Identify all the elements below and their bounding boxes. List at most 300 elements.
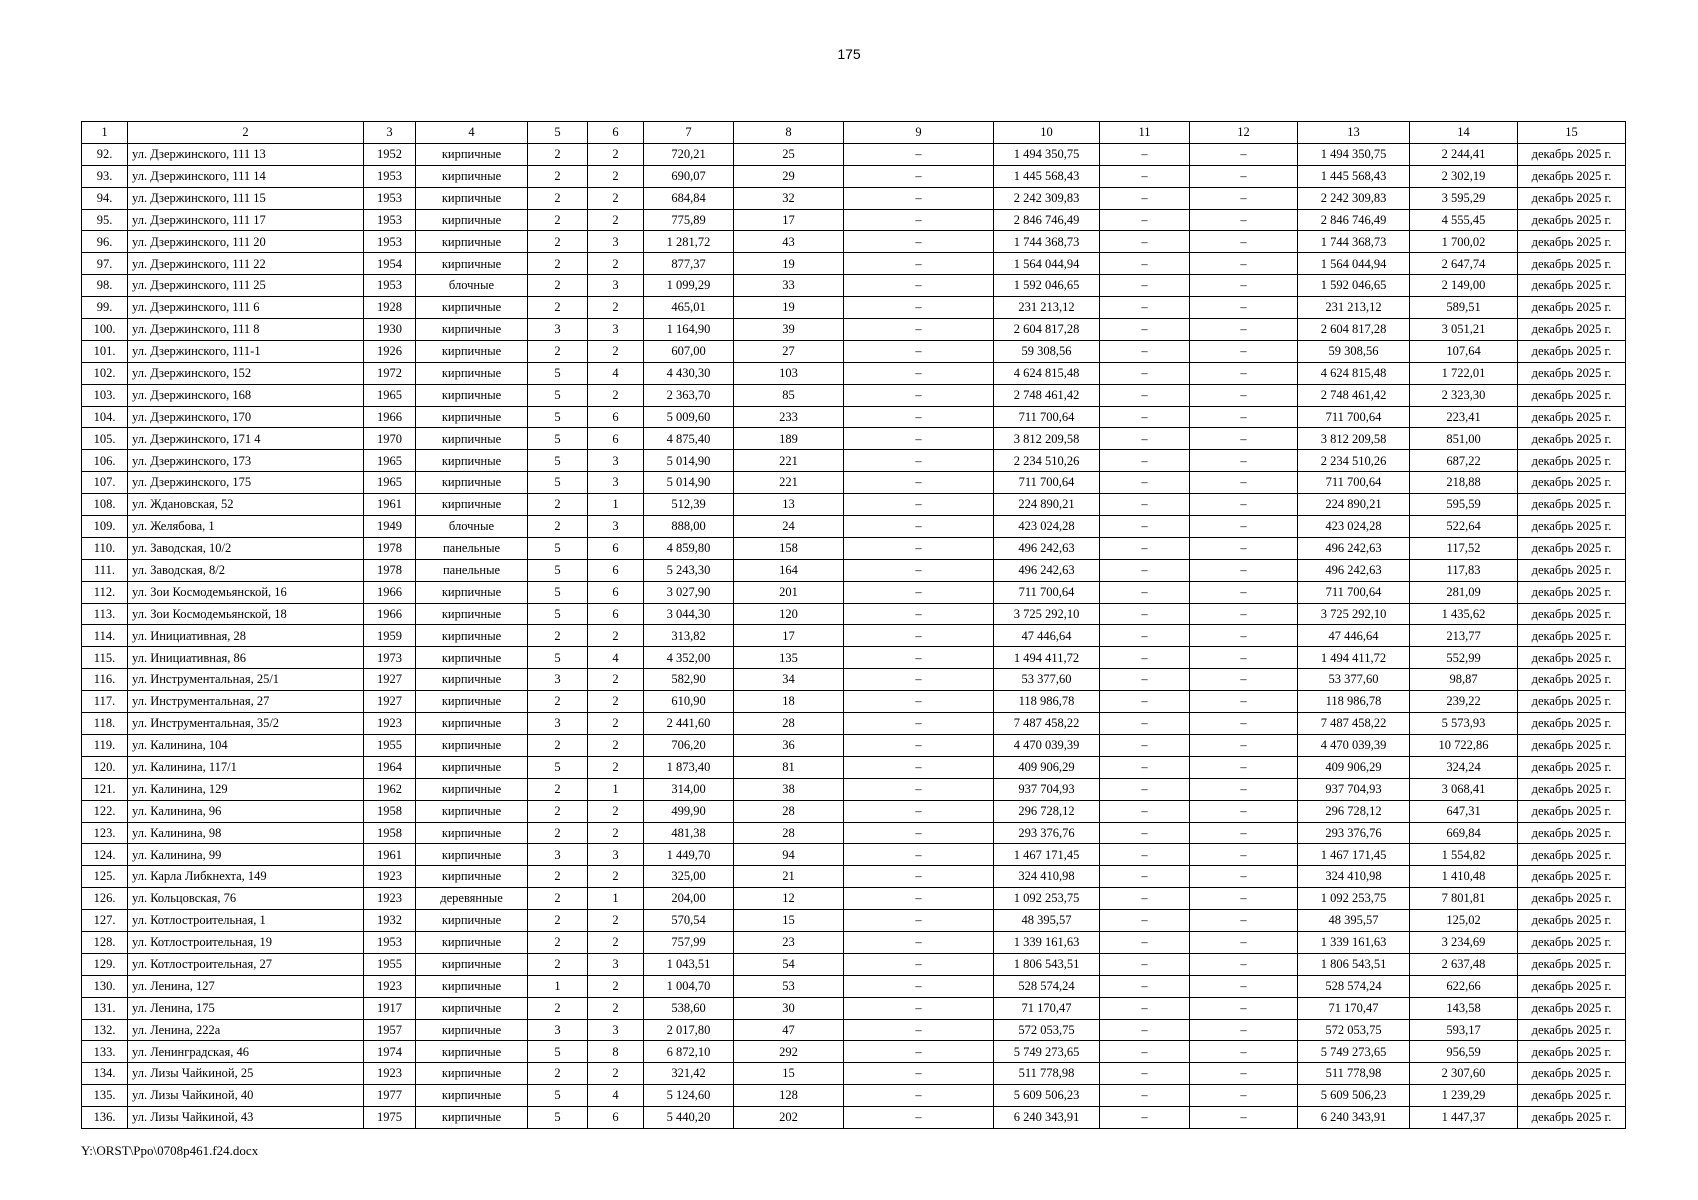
cell-total-area: 3 044,30	[644, 603, 734, 625]
cell-total-area: 757,99	[644, 931, 734, 953]
cell-floors: 2	[528, 778, 588, 800]
cell-total-area: 2 017,80	[644, 1019, 734, 1041]
cell-row-number: 104.	[82, 406, 128, 428]
cell-residents: 36	[734, 734, 844, 756]
table-row	[82, 1063, 1626, 1085]
cell-wall-material: кирпичные	[416, 340, 528, 362]
cell-wall-material: кирпичные	[416, 384, 528, 406]
cell-cost-per-sqm: 143,58	[1410, 997, 1518, 1019]
cell-address: ул. Дзержинского, 173	[128, 450, 364, 472]
cell-address: ул. Котлостроительная, 27	[128, 953, 364, 975]
cell-completion-date: декабрь 2025 г.	[1518, 165, 1626, 187]
cell-cost-col-12: –	[1190, 362, 1298, 384]
table-row	[82, 1019, 1626, 1041]
cell-cost-per-sqm: 117,52	[1410, 537, 1518, 559]
table-row	[82, 822, 1626, 844]
cell-cost-col-9: –	[844, 953, 994, 975]
cell-completion-date: декабрь 2025 г.	[1518, 428, 1626, 450]
cell-entrances: 6	[588, 1107, 644, 1129]
cell-residents: 34	[734, 669, 844, 691]
cell-total-cost: 4 624 815,48	[994, 362, 1100, 384]
cell-floors: 2	[528, 800, 588, 822]
cell-address: ул. Ленина, 127	[128, 975, 364, 997]
cell-entrances: 2	[588, 669, 644, 691]
cell-cost-col-9: –	[844, 143, 994, 165]
cell-entrances: 2	[588, 625, 644, 647]
cell-cost-col-12: –	[1190, 691, 1298, 713]
cell-wall-material: кирпичные	[416, 691, 528, 713]
cell-cost-col-9: –	[844, 931, 994, 953]
cell-cost-col-9: –	[844, 910, 994, 932]
cell-residents: 19	[734, 297, 844, 319]
cell-cost-col-9: –	[844, 975, 994, 997]
cell-total-area: 465,01	[644, 297, 734, 319]
cell-cost-col-13: 2 846 746,49	[1298, 209, 1410, 231]
cell-entrances: 6	[588, 406, 644, 428]
cell-cost-col-12: –	[1190, 1085, 1298, 1107]
cell-completion-date: декабрь 2025 г.	[1518, 844, 1626, 866]
cell-completion-date: декабрь 2025 г.	[1518, 187, 1626, 209]
cell-residents: 47	[734, 1019, 844, 1041]
cell-total-cost: 409 906,29	[994, 756, 1100, 778]
cell-cost-per-sqm: 107,64	[1410, 340, 1518, 362]
cell-wall-material: кирпичные	[416, 297, 528, 319]
cell-total-cost: 2 234 510,26	[994, 450, 1100, 472]
cell-total-area: 5 009,60	[644, 406, 734, 428]
cell-cost-per-sqm: 595,59	[1410, 494, 1518, 516]
cell-cost-col-13: 496 242,63	[1298, 537, 1410, 559]
cell-year-built: 1973	[364, 647, 416, 669]
cell-total-area: 4 859,80	[644, 537, 734, 559]
cell-wall-material: кирпичные	[416, 756, 528, 778]
cell-wall-material: кирпичные	[416, 406, 528, 428]
cell-cost-per-sqm: 851,00	[1410, 428, 1518, 450]
cell-wall-material: кирпичные	[416, 1041, 528, 1063]
cell-row-number: 105.	[82, 428, 128, 450]
cell-row-number: 131.	[82, 997, 128, 1019]
cell-year-built: 1957	[364, 1019, 416, 1041]
cell-total-cost: 296 728,12	[994, 800, 1100, 822]
cell-year-built: 1928	[364, 297, 416, 319]
cell-residents: 21	[734, 866, 844, 888]
cell-year-built: 1966	[364, 406, 416, 428]
cell-cost-col-12: –	[1190, 822, 1298, 844]
cell-cost-col-11: –	[1100, 778, 1190, 800]
cell-floors: 5	[528, 384, 588, 406]
cell-wall-material: блочные	[416, 516, 528, 538]
cell-completion-date: декабрь 2025 г.	[1518, 625, 1626, 647]
cell-cost-col-11: –	[1100, 581, 1190, 603]
cell-completion-date: декабрь 2025 г.	[1518, 581, 1626, 603]
cell-cost-per-sqm: 956,59	[1410, 1041, 1518, 1063]
cell-cost-col-13: 1 467 171,45	[1298, 844, 1410, 866]
cell-cost-col-13: 6 240 343,91	[1298, 1107, 1410, 1129]
cell-total-cost: 2 604 817,28	[994, 319, 1100, 341]
cell-completion-date: декабрь 2025 г.	[1518, 603, 1626, 625]
cell-total-area: 5 014,90	[644, 450, 734, 472]
cell-year-built: 1952	[364, 143, 416, 165]
cell-total-cost: 293 376,76	[994, 822, 1100, 844]
cell-cost-col-12: –	[1190, 997, 1298, 1019]
cell-residents: 15	[734, 1063, 844, 1085]
cell-cost-col-12: –	[1190, 537, 1298, 559]
cell-address: ул. Дзержинского, 175	[128, 472, 364, 494]
cell-row-number: 123.	[82, 822, 128, 844]
cell-entrances: 2	[588, 1063, 644, 1085]
cell-row-number: 132.	[82, 1019, 128, 1041]
cell-residents: 24	[734, 516, 844, 538]
cell-address: ул. Калинина, 117/1	[128, 756, 364, 778]
cell-cost-col-13: 1 592 046,65	[1298, 275, 1410, 297]
cell-entrances: 2	[588, 734, 644, 756]
cell-cost-col-11: –	[1100, 975, 1190, 997]
table-row	[82, 1041, 1626, 1063]
cell-completion-date: декабрь 2025 г.	[1518, 997, 1626, 1019]
cell-address: ул. Дзержинского, 152	[128, 362, 364, 384]
cell-wall-material: панельные	[416, 559, 528, 581]
cell-entrances: 2	[588, 822, 644, 844]
cell-cost-col-11: –	[1100, 165, 1190, 187]
cell-address: ул. Дзержинского, 111 20	[128, 231, 364, 253]
cell-row-number: 112.	[82, 581, 128, 603]
cell-cost-per-sqm: 223,41	[1410, 406, 1518, 428]
cell-cost-col-9: –	[844, 625, 994, 647]
cell-cost-col-13: 48 395,57	[1298, 910, 1410, 932]
cell-completion-date: декабрь 2025 г.	[1518, 669, 1626, 691]
cell-total-area: 1 004,70	[644, 975, 734, 997]
cell-total-area: 888,00	[644, 516, 734, 538]
cell-total-cost: 53 377,60	[994, 669, 1100, 691]
cell-floors: 5	[528, 756, 588, 778]
cell-year-built: 1953	[364, 209, 416, 231]
cell-cost-per-sqm: 98,87	[1410, 669, 1518, 691]
cell-entrances: 4	[588, 647, 644, 669]
cell-entrances: 2	[588, 931, 644, 953]
cell-floors: 5	[528, 428, 588, 450]
cell-wall-material: кирпичные	[416, 997, 528, 1019]
cell-cost-per-sqm: 3 051,21	[1410, 319, 1518, 341]
cell-row-number: 121.	[82, 778, 128, 800]
cell-address: ул. Дзержинского, 170	[128, 406, 364, 428]
cell-address: ул. Ждановская, 52	[128, 494, 364, 516]
cell-entrances: 3	[588, 319, 644, 341]
table-row	[82, 910, 1626, 932]
cell-year-built: 1975	[364, 1107, 416, 1129]
table-row	[82, 362, 1626, 384]
cell-entrances: 2	[588, 253, 644, 275]
cell-row-number: 134.	[82, 1063, 128, 1085]
cell-cost-per-sqm: 1 700,02	[1410, 231, 1518, 253]
cell-cost-col-11: –	[1100, 537, 1190, 559]
cell-cost-col-13: 528 574,24	[1298, 975, 1410, 997]
cell-total-cost: 1 744 368,73	[994, 231, 1100, 253]
cell-wall-material: кирпичные	[416, 581, 528, 603]
cell-cost-per-sqm: 3 234,69	[1410, 931, 1518, 953]
cell-residents: 221	[734, 472, 844, 494]
column-header-8: 8	[734, 122, 844, 144]
cell-cost-col-12: –	[1190, 1041, 1298, 1063]
cell-cost-col-9: –	[844, 888, 994, 910]
cell-cost-per-sqm: 2 647,74	[1410, 253, 1518, 275]
table-row	[82, 428, 1626, 450]
cell-floors: 2	[528, 165, 588, 187]
cell-cost-col-11: –	[1100, 384, 1190, 406]
cell-year-built: 1955	[364, 953, 416, 975]
cell-row-number: 118.	[82, 713, 128, 735]
cell-cost-col-13: 1 092 253,75	[1298, 888, 1410, 910]
cell-entrances: 2	[588, 800, 644, 822]
cell-cost-col-13: 324 410,98	[1298, 866, 1410, 888]
cell-cost-col-11: –	[1100, 1085, 1190, 1107]
cell-floors: 2	[528, 888, 588, 910]
cell-cost-col-13: 47 446,64	[1298, 625, 1410, 647]
cell-entrances: 3	[588, 1019, 644, 1041]
cell-cost-col-13: 1 494 411,72	[1298, 647, 1410, 669]
cell-completion-date: декабрь 2025 г.	[1518, 209, 1626, 231]
cell-row-number: 116.	[82, 669, 128, 691]
cell-row-number: 113.	[82, 603, 128, 625]
cell-year-built: 1953	[364, 165, 416, 187]
column-header-1: 1	[82, 122, 128, 144]
cell-total-area: 4 430,30	[644, 362, 734, 384]
cell-total-area: 775,89	[644, 209, 734, 231]
cell-year-built: 1965	[364, 472, 416, 494]
cell-entrances: 6	[588, 537, 644, 559]
cell-cost-per-sqm: 2 302,19	[1410, 165, 1518, 187]
cell-year-built: 1958	[364, 822, 416, 844]
cell-address: ул. Калинина, 96	[128, 800, 364, 822]
cell-address: ул. Дзержинского, 111-1	[128, 340, 364, 362]
cell-entrances: 2	[588, 997, 644, 1019]
cell-year-built: 1970	[364, 428, 416, 450]
cell-year-built: 1964	[364, 756, 416, 778]
cell-cost-col-13: 3 725 292,10	[1298, 603, 1410, 625]
cell-cost-col-9: –	[844, 691, 994, 713]
cell-total-area: 720,21	[644, 143, 734, 165]
cell-cost-col-13: 3 812 209,58	[1298, 428, 1410, 450]
cell-cost-col-12: –	[1190, 319, 1298, 341]
cell-wall-material: кирпичные	[416, 494, 528, 516]
cell-cost-col-12: –	[1190, 516, 1298, 538]
cell-floors: 2	[528, 516, 588, 538]
housing-register-table	[81, 121, 1626, 1129]
cell-total-cost: 59 308,56	[994, 340, 1100, 362]
cell-total-cost: 7 487 458,22	[994, 713, 1100, 735]
cell-cost-col-11: –	[1100, 603, 1190, 625]
cell-wall-material: кирпичные	[416, 1085, 528, 1107]
cell-cost-col-13: 224 890,21	[1298, 494, 1410, 516]
cell-cost-col-9: –	[844, 537, 994, 559]
cell-cost-col-13: 711 700,64	[1298, 581, 1410, 603]
cell-cost-col-11: –	[1100, 297, 1190, 319]
cell-residents: 38	[734, 778, 844, 800]
table-row	[82, 581, 1626, 603]
cell-total-cost: 1 467 171,45	[994, 844, 1100, 866]
table-row	[82, 472, 1626, 494]
cell-entrances: 2	[588, 143, 644, 165]
cell-residents: 189	[734, 428, 844, 450]
column-header-14: 14	[1410, 122, 1518, 144]
cell-floors: 2	[528, 822, 588, 844]
cell-entrances: 4	[588, 362, 644, 384]
cell-completion-date: декабрь 2025 г.	[1518, 143, 1626, 165]
cell-row-number: 114.	[82, 625, 128, 647]
cell-wall-material: кирпичные	[416, 450, 528, 472]
cell-completion-date: декабрь 2025 г.	[1518, 691, 1626, 713]
cell-total-area: 512,39	[644, 494, 734, 516]
cell-total-cost: 1 339 161,63	[994, 931, 1100, 953]
cell-cost-col-11: –	[1100, 472, 1190, 494]
cell-entrances: 2	[588, 187, 644, 209]
cell-entrances: 4	[588, 1085, 644, 1107]
table-row	[82, 625, 1626, 647]
cell-cost-col-11: –	[1100, 647, 1190, 669]
cell-entrances: 3	[588, 516, 644, 538]
cell-total-cost: 711 700,64	[994, 472, 1100, 494]
cell-residents: 120	[734, 603, 844, 625]
cell-address: ул. Инструментальная, 25/1	[128, 669, 364, 691]
table-row	[82, 406, 1626, 428]
cell-cost-col-13: 53 377,60	[1298, 669, 1410, 691]
cell-cost-col-11: –	[1100, 931, 1190, 953]
cell-cost-col-11: –	[1100, 319, 1190, 341]
cell-total-cost: 937 704,93	[994, 778, 1100, 800]
cell-address: ул. Лизы Чайкиной, 40	[128, 1085, 364, 1107]
cell-total-area: 538,60	[644, 997, 734, 1019]
cell-wall-material: кирпичные	[416, 975, 528, 997]
table-row	[82, 866, 1626, 888]
cell-cost-col-9: –	[844, 253, 994, 275]
cell-address: ул. Дзержинского, 111 8	[128, 319, 364, 341]
cell-wall-material: кирпичные	[416, 953, 528, 975]
cell-cost-col-12: –	[1190, 428, 1298, 450]
cell-cost-col-13: 293 376,76	[1298, 822, 1410, 844]
cell-floors: 2	[528, 275, 588, 297]
cell-cost-col-11: –	[1100, 953, 1190, 975]
cell-cost-col-13: 1 494 350,75	[1298, 143, 1410, 165]
cell-completion-date: декабрь 2025 г.	[1518, 910, 1626, 932]
table-row	[82, 231, 1626, 253]
cell-total-area: 2 363,70	[644, 384, 734, 406]
cell-completion-date: декабрь 2025 г.	[1518, 713, 1626, 735]
cell-cost-col-9: –	[844, 165, 994, 187]
cell-year-built: 1965	[364, 450, 416, 472]
cell-floors: 2	[528, 931, 588, 953]
cell-cost-per-sqm: 2 307,60	[1410, 1063, 1518, 1085]
cell-entrances: 2	[588, 975, 644, 997]
cell-completion-date: декабрь 2025 г.	[1518, 472, 1626, 494]
cell-cost-col-9: –	[844, 406, 994, 428]
cell-address: ул. Инструментальная, 35/2	[128, 713, 364, 735]
cell-cost-col-9: –	[844, 756, 994, 778]
cell-total-cost: 1 806 543,51	[994, 953, 1100, 975]
cell-completion-date: декабрь 2025 г.	[1518, 559, 1626, 581]
cell-address: ул. Котлостроительная, 19	[128, 931, 364, 953]
cell-floors: 5	[528, 1085, 588, 1107]
cell-total-cost: 572 053,75	[994, 1019, 1100, 1041]
cell-completion-date: декабрь 2025 г.	[1518, 275, 1626, 297]
cell-floors: 2	[528, 143, 588, 165]
cell-address: ул. Заводская, 10/2	[128, 537, 364, 559]
cell-total-area: 204,00	[644, 888, 734, 910]
cell-wall-material: кирпичные	[416, 931, 528, 953]
cell-cost-per-sqm: 2 244,41	[1410, 143, 1518, 165]
cell-row-number: 96.	[82, 231, 128, 253]
cell-cost-col-11: –	[1100, 997, 1190, 1019]
cell-address: ул. Ленинградская, 46	[128, 1041, 364, 1063]
cell-cost-per-sqm: 218,88	[1410, 472, 1518, 494]
cell-total-cost: 224 890,21	[994, 494, 1100, 516]
cell-residents: 13	[734, 494, 844, 516]
cell-cost-col-11: –	[1100, 231, 1190, 253]
cell-row-number: 115.	[82, 647, 128, 669]
cell-total-cost: 1 445 568,43	[994, 165, 1100, 187]
cell-total-cost: 511 778,98	[994, 1063, 1100, 1085]
cell-address: ул. Калинина, 129	[128, 778, 364, 800]
cell-wall-material: блочные	[416, 275, 528, 297]
table-row	[82, 647, 1626, 669]
cell-wall-material: кирпичные	[416, 1019, 528, 1041]
cell-wall-material: панельные	[416, 537, 528, 559]
table-body	[82, 143, 1626, 1128]
cell-floors: 3	[528, 319, 588, 341]
table-row	[82, 1107, 1626, 1129]
cell-cost-per-sqm: 2 323,30	[1410, 384, 1518, 406]
cell-cost-col-13: 572 053,75	[1298, 1019, 1410, 1041]
cell-row-number: 108.	[82, 494, 128, 516]
table-row	[82, 691, 1626, 713]
cell-entrances: 3	[588, 231, 644, 253]
cell-cost-per-sqm: 213,77	[1410, 625, 1518, 647]
cell-cost-col-9: –	[844, 778, 994, 800]
cell-address: ул. Инструментальная, 27	[128, 691, 364, 713]
cell-residents: 202	[734, 1107, 844, 1129]
cell-wall-material: кирпичные	[416, 1107, 528, 1129]
cell-cost-col-13: 118 986,78	[1298, 691, 1410, 713]
cell-entrances: 6	[588, 603, 644, 625]
cell-cost-col-11: –	[1100, 822, 1190, 844]
cell-residents: 158	[734, 537, 844, 559]
cell-total-area: 5 124,60	[644, 1085, 734, 1107]
cell-residents: 85	[734, 384, 844, 406]
cell-cost-col-12: –	[1190, 253, 1298, 275]
cell-cost-per-sqm: 117,83	[1410, 559, 1518, 581]
cell-total-cost: 231 213,12	[994, 297, 1100, 319]
cell-address: ул. Дзержинского, 111 22	[128, 253, 364, 275]
page-number: 175	[837, 46, 861, 62]
cell-cost-col-9: –	[844, 1107, 994, 1129]
cell-completion-date: декабрь 2025 г.	[1518, 340, 1626, 362]
table-row	[82, 756, 1626, 778]
cell-entrances: 3	[588, 472, 644, 494]
cell-floors: 2	[528, 253, 588, 275]
cell-cost-col-9: –	[844, 647, 994, 669]
cell-cost-col-12: –	[1190, 603, 1298, 625]
cell-wall-material: кирпичные	[416, 625, 528, 647]
cell-floors: 5	[528, 1107, 588, 1129]
cell-cost-per-sqm: 1 239,29	[1410, 1085, 1518, 1107]
cell-cost-col-11: –	[1100, 516, 1190, 538]
cell-cost-col-13: 423 024,28	[1298, 516, 1410, 538]
cell-cost-col-12: –	[1190, 165, 1298, 187]
cell-row-number: 95.	[82, 209, 128, 231]
cell-year-built: 1953	[364, 931, 416, 953]
cell-total-area: 4 352,00	[644, 647, 734, 669]
cell-year-built: 1926	[364, 340, 416, 362]
cell-cost-col-13: 1 564 044,94	[1298, 253, 1410, 275]
cell-residents: 33	[734, 275, 844, 297]
column-header-12: 12	[1190, 122, 1298, 144]
